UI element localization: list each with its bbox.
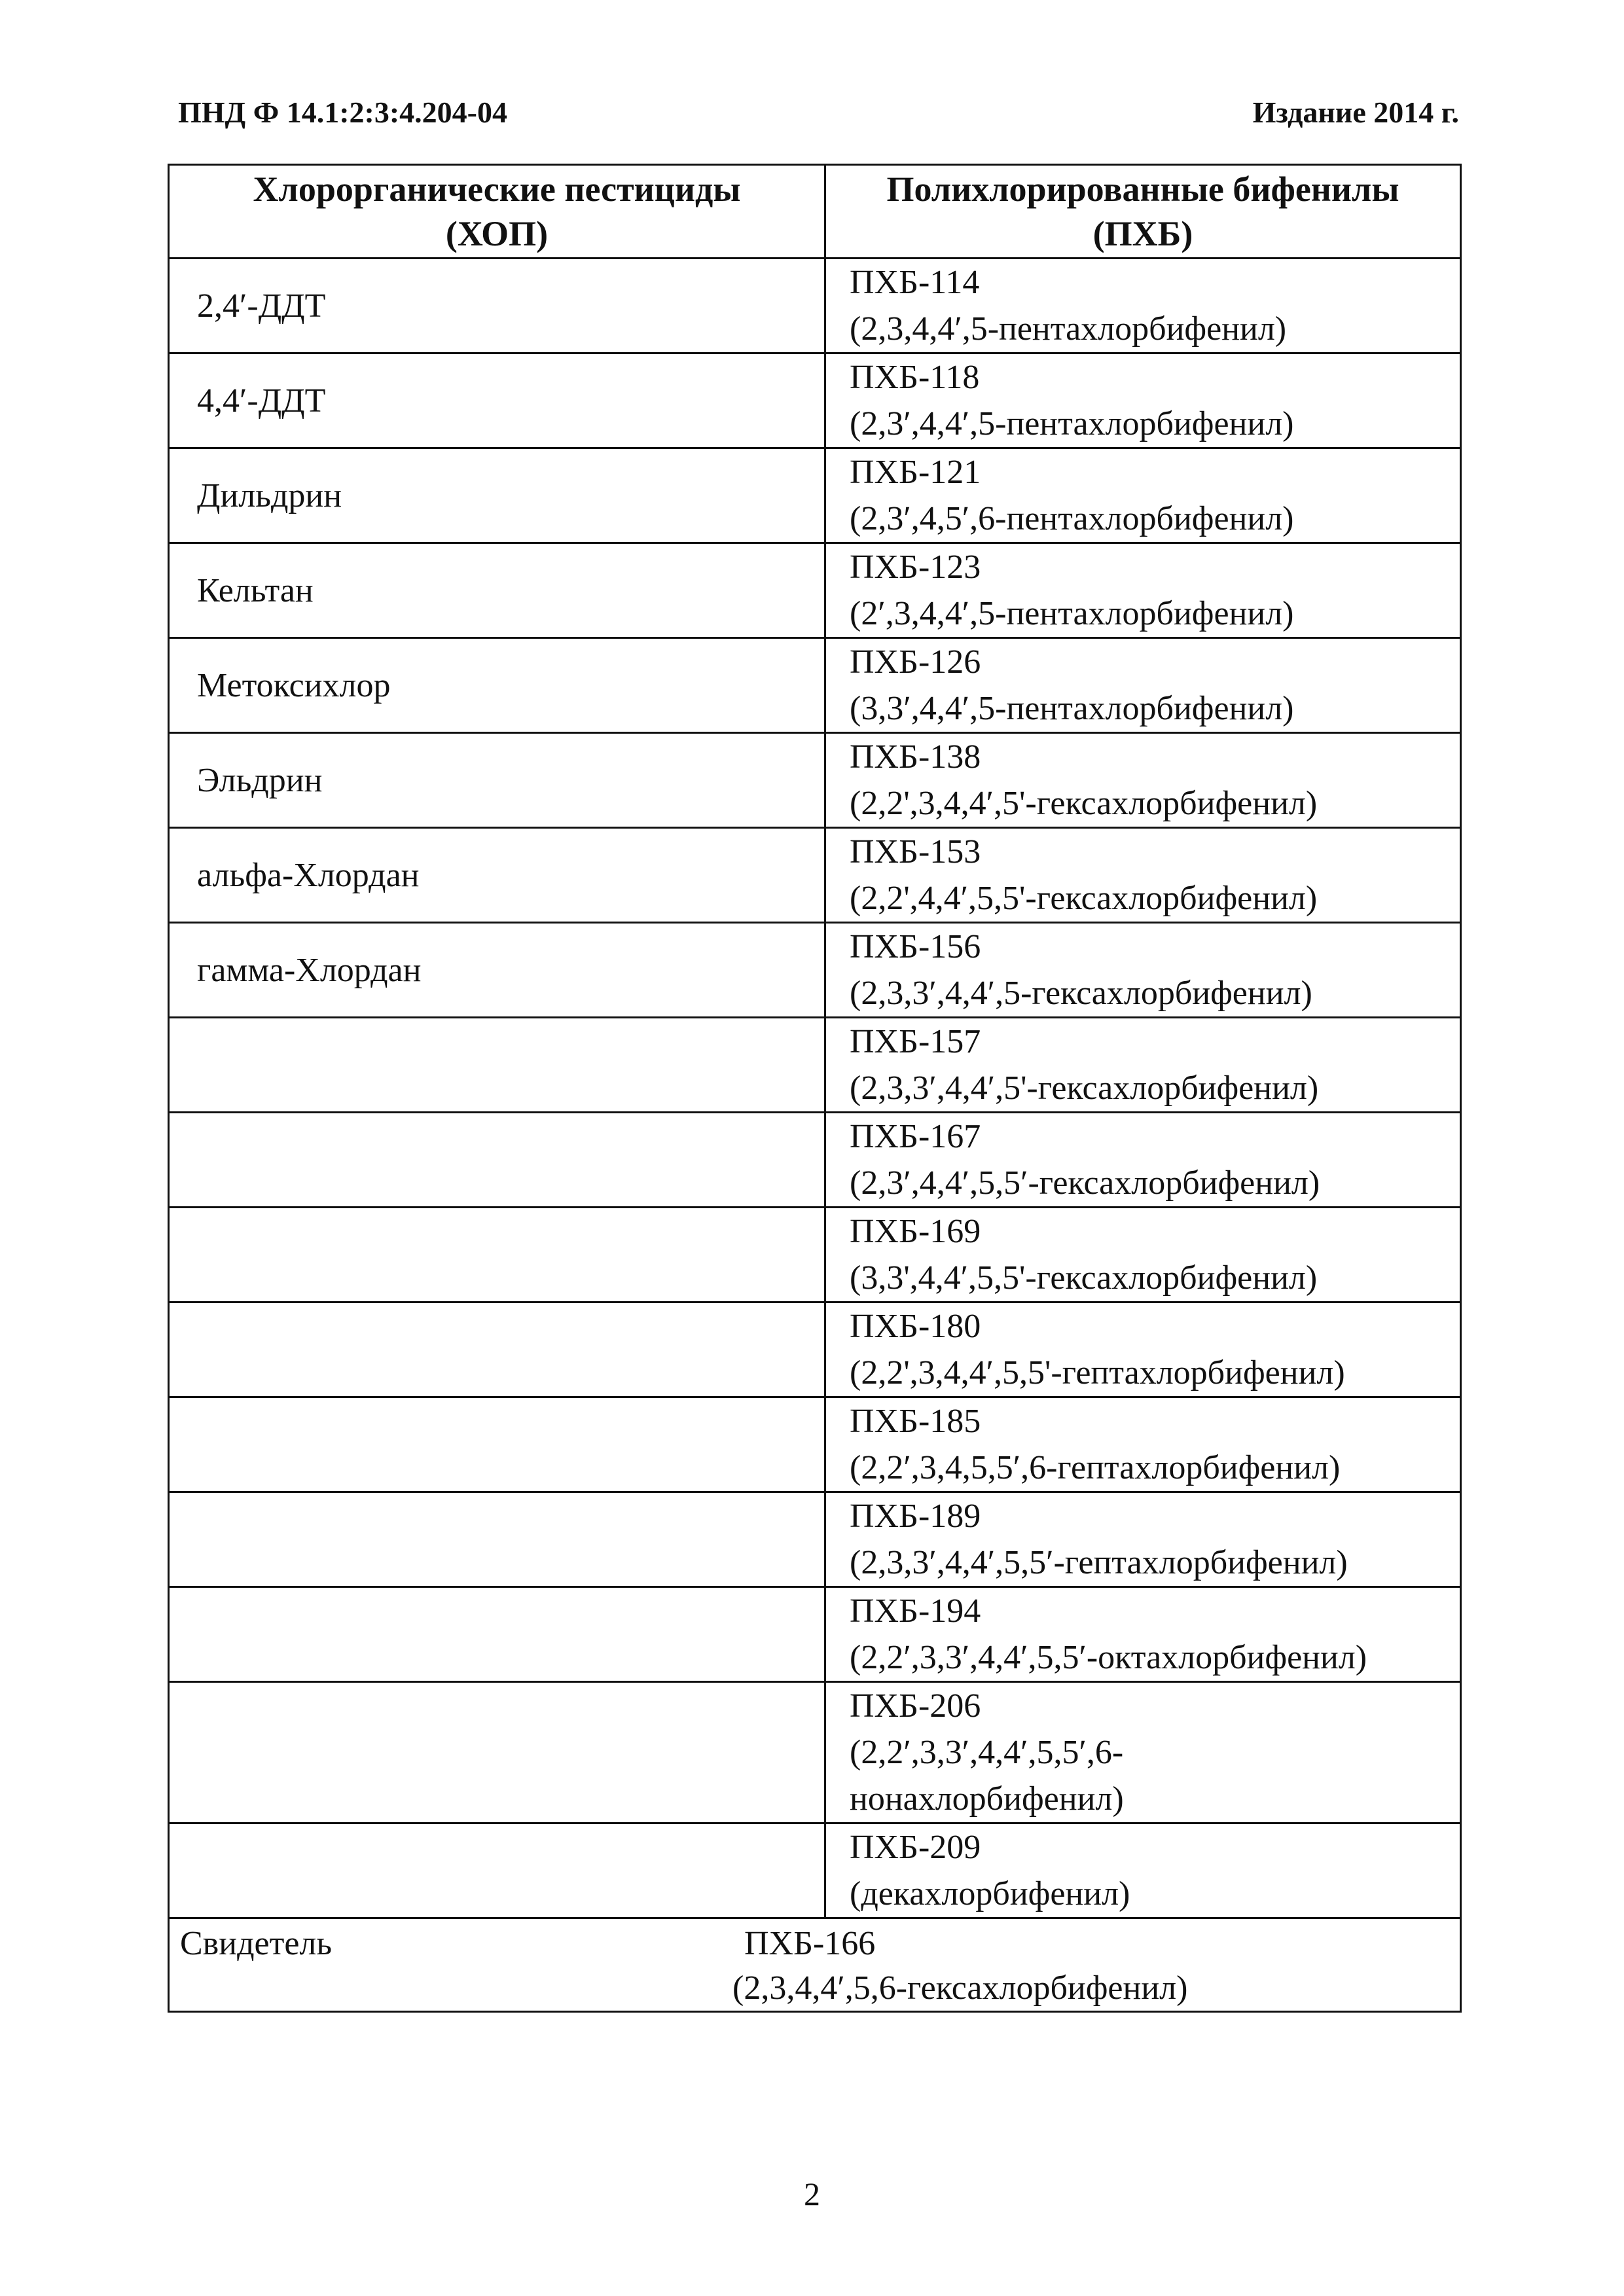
pcb-code: ПХБ-189 [850,1498,981,1535]
pcb-name: (2,3,4,4′,5-пентахлорбифенил) [850,310,1287,348]
pcb-cell [825,259,1461,353]
pcb-cell [825,923,1461,1018]
pcb-name: (2′,3,4,4′,5-пентахлорбифенил) [850,595,1294,632]
pcb-code: ПХБ-123 [850,548,981,586]
pcb-code: ПХБ-185 [850,1403,981,1440]
pcb-cell [825,1682,1461,1823]
table-row [169,1587,1461,1682]
pcb-cell [825,1397,1461,1492]
pcb-cell [825,543,1461,638]
pcb-cell [825,1018,1461,1113]
table-row [169,353,1461,448]
table-row [169,1397,1461,1492]
table-row [169,1018,1461,1113]
pcb-code: ПХБ-138 [850,738,981,776]
ocp-cell: 4,4′-ДДТ [169,353,825,448]
table-row [169,1823,1461,1918]
ocp-cell [169,1208,825,1302]
pcb-name: (2,3′,4,4′,5-пентахлорбифенил) [850,405,1294,442]
table-row [169,923,1461,1018]
pcb-cell [825,1823,1461,1918]
table-header-row [169,165,1461,259]
ocp-cell [169,1823,825,1918]
pcb-name-line1: (2,2′,3,3′,4,4′,5,5′,6- [850,1734,1124,1771]
column-header-pcb-line1: Полихлорированные бифенилы [886,170,1399,209]
table-row [169,828,1461,923]
pcb-cell [825,1208,1461,1302]
pcb-name: (2,3,3′,4,4′,5'-гексахлорбифенил) [850,1069,1319,1107]
pcb-name: (2,2',3,4,4′,5,5'-гептахлорбифенил) [850,1354,1345,1391]
pcb-code: ПХБ-167 [850,1118,981,1155]
pcb-code: ПХБ-126 [850,643,981,681]
column-header-ocp-line2: (ХОП) [445,214,549,253]
table-row [169,448,1461,543]
ocp-cell [169,1302,825,1397]
table-row [169,638,1461,733]
table-row [169,1682,1461,1823]
page-number: 2 [804,2176,820,2212]
pcb-cell [825,1492,1461,1587]
pcb-code: ПХБ-206 [850,1687,981,1725]
pcb-code: ПХБ-118 [850,359,980,396]
table-row [169,1302,1461,1397]
pcb-cell [825,1302,1461,1397]
pcb-name: (2,2',3,4,4′,5'-гексахлорбифенил) [850,785,1318,822]
pcb-code: ПХБ-209 [850,1829,981,1866]
ocp-cell: 2,4′-ДДТ [169,259,825,353]
table-row [169,733,1461,828]
pcb-code: ПХБ-153 [850,833,981,870]
pcb-code: ПХБ-157 [850,1023,981,1060]
pcb-cell [825,1587,1461,1682]
column-header-pcb-line2: (ПХБ) [1092,214,1193,253]
table-row [169,1113,1461,1208]
ocp-cell [169,1492,825,1587]
ocp-cell: Эльдрин [169,733,825,828]
witness-cell [169,1918,1461,2012]
edition-label: Издание 2014 г. [1252,96,1459,129]
pcb-cell [825,828,1461,923]
pcb-code: ПХБ-169 [850,1213,981,1250]
pcb-code: ПХБ-180 [850,1308,981,1345]
pcb-name: (2,2′,3,3′,4,4′,5,5′-октахлорбифенил) [850,1639,1367,1676]
pcb-cell [825,1113,1461,1208]
column-header-ocp [169,165,825,259]
pcb-name-line2: нонахлорбифенил) [850,1780,1124,1818]
ocp-cell [169,1587,825,1682]
pcb-name: (2,3′,4,5′,6-пентахлорбифенил) [850,500,1294,537]
pcb-cell [825,353,1461,448]
ocp-cell [169,1682,825,1823]
analytes-table [168,164,1462,2013]
pcb-name: (3,3',4,4′,5,5'-гексахлорбифенил) [850,1259,1318,1297]
ocp-cell [169,1113,825,1208]
ocp-cell: Дильдрин [169,448,825,543]
ocp-cell: Кельтан [169,543,825,638]
pcb-code: ПХБ-121 [850,454,981,491]
column-header-pcb [825,165,1461,259]
pcb-cell [825,448,1461,543]
table-row [169,1208,1461,1302]
pcb-code: ПХБ-156 [850,928,981,965]
pcb-name: (декахлорбифенил) [850,1875,1130,1912]
witness-row [169,1918,1461,2012]
pcb-name: (2,2′,3,4,5,5′,6-гептахлорбифенил) [850,1449,1341,1486]
pcb-name: (3,3′,4,4′,5-пентахлорбифенил) [850,690,1294,727]
ocp-cell [169,1397,825,1492]
pcb-name: (2,3′,4,4′,5,5′-гексахлорбифенил) [850,1164,1320,1202]
pcb-cell [825,638,1461,733]
ocp-cell [169,1018,825,1113]
ocp-cell: Метоксихлор [169,638,825,733]
pcb-name: (2,3,3′,4,4′,5,5′-гептахлорбифенил) [850,1544,1348,1581]
ocp-cell: альфа-Хлордан [169,828,825,923]
document-code: ПНД Ф 14.1:2:3:4.204-04 [178,96,507,129]
column-header-ocp-line1: Хлорорганические пестициды [253,170,741,209]
witness-pcb-code: ПХБ-166 [744,1925,876,1962]
pcb-name: (2,3,3′,4,4′,5-гексахлорбифенил) [850,975,1312,1012]
pcb-cell [825,733,1461,828]
table-row [169,1492,1461,1587]
witness-label: Свидетель [180,1925,333,1962]
pcb-code: ПХБ-114 [850,264,980,301]
pcb-code: ПХБ-194 [850,1592,981,1630]
pcb-name: (2,2',4,4′,5,5'-гексахлорбифенил) [850,880,1318,917]
witness-pcb-name: (2,3,4,4′,5,6-гексахлорбифенил) [732,1969,1188,2007]
ocp-cell: гамма-Хлордан [169,923,825,1018]
table-row [169,543,1461,638]
table-row [169,259,1461,353]
